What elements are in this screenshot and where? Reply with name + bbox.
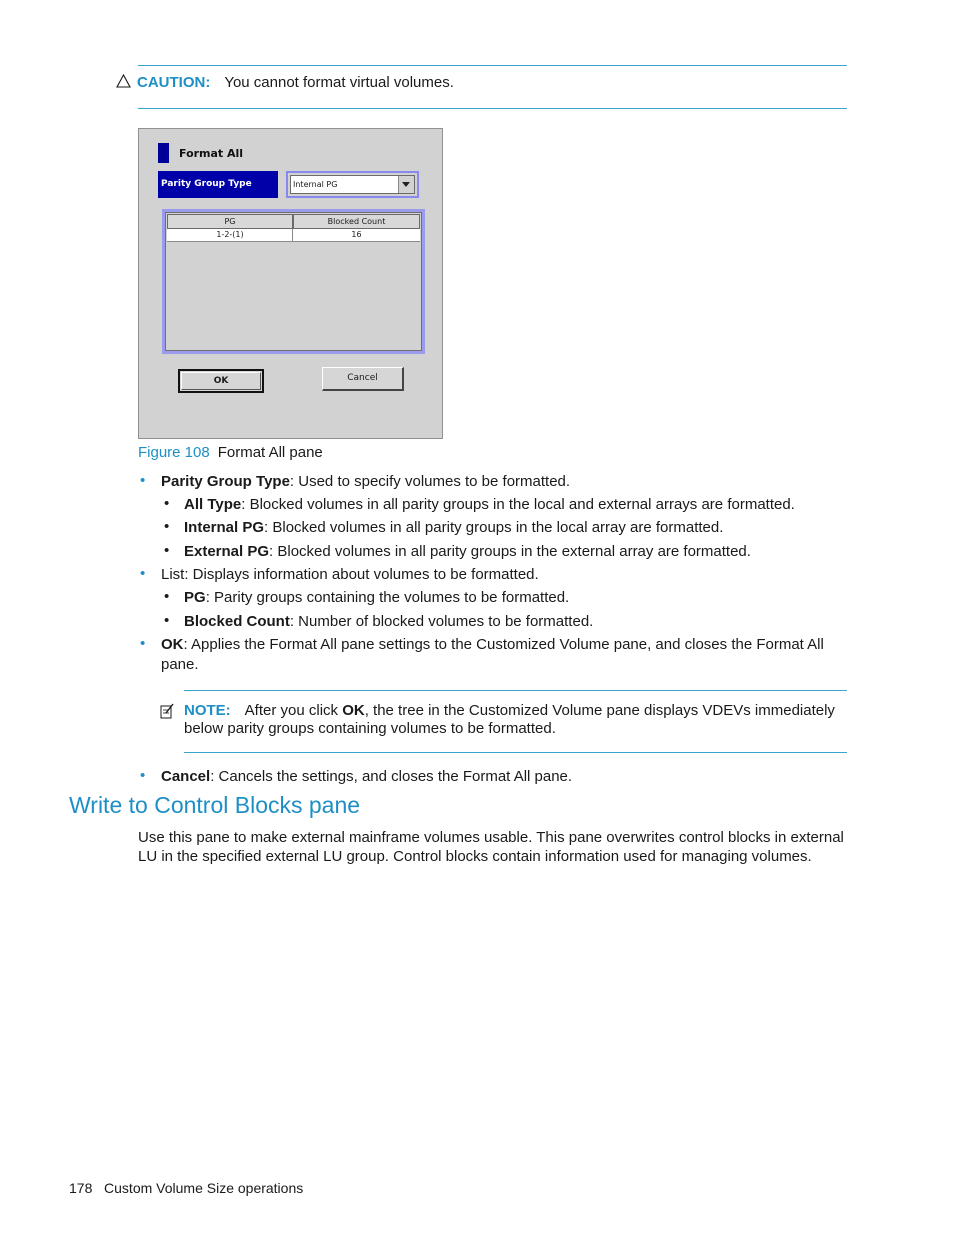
note-bottom-rule bbox=[184, 752, 847, 753]
list-desc: : Blocked volumes in all parity groups in the local array are formatted. bbox=[264, 519, 724, 536]
pg-table[interactable] bbox=[165, 212, 422, 351]
list-desc: : Blocked volumes in all parity groups in the local and external arrays are formatted. bbox=[241, 496, 795, 513]
bullet-marker: • bbox=[140, 635, 146, 652]
list-item-cancel bbox=[161, 767, 572, 786]
list-item-ok-continued: pane. bbox=[161, 656, 199, 673]
caution-text: You cannot format virtual volumes. bbox=[224, 74, 454, 91]
list-term: PG bbox=[184, 589, 206, 606]
note-bold: OK bbox=[342, 702, 365, 719]
list-desc: : Number of blocked volumes to be formatted. bbox=[289, 613, 594, 630]
page-number: 178 bbox=[69, 1180, 93, 1196]
figure-caption-text: Format All pane bbox=[217, 444, 323, 461]
list-item-pg bbox=[184, 588, 569, 607]
list-desc: : Used to specify volumes to be formatted. bbox=[289, 473, 571, 490]
table-cell-pg[interactable]: 1-2-(1) bbox=[167, 229, 293, 242]
note-pencil-icon bbox=[160, 703, 174, 719]
bullet-marker: • bbox=[164, 542, 170, 559]
figure-number: Figure 108 bbox=[138, 444, 210, 461]
parity-group-type-select-frame bbox=[286, 171, 419, 198]
column-header-blocked-count[interactable]: Blocked Count bbox=[293, 214, 420, 229]
table-cell-blocked-count[interactable]: 16 bbox=[293, 229, 420, 242]
list-term: Cancel bbox=[161, 768, 211, 785]
section-paragraph: Use this pane to make external mainframe volumes usable. This pane overwrites control blocks in external LU in the specified external LU group. Control blocks contain information used for managing volumes. bbox=[138, 829, 844, 865]
pane-title-marker bbox=[158, 143, 169, 163]
cancel-button[interactable]: Cancel bbox=[322, 367, 404, 391]
bullet-marker: • bbox=[164, 495, 170, 512]
list-item-blocked-count bbox=[184, 612, 593, 631]
format-all-pane-screenshot bbox=[138, 128, 443, 439]
list-item-external-pg bbox=[184, 542, 751, 561]
list-term: Internal PG bbox=[184, 519, 265, 536]
section-heading: Write to Control Blocks pane bbox=[69, 792, 361, 818]
caution-triangle-icon bbox=[116, 74, 131, 88]
list-item-parity-group-type bbox=[161, 472, 570, 491]
note-label: NOTE: bbox=[184, 702, 231, 719]
list-term: OK bbox=[161, 636, 184, 653]
caution-top-rule bbox=[138, 65, 847, 66]
chevron-down-icon[interactable] bbox=[398, 176, 414, 193]
note-top-rule bbox=[184, 690, 847, 691]
ok-button[interactable] bbox=[178, 369, 264, 393]
note-text: , the tree in the Customized Volume pane displays VDEVs immediately bbox=[364, 702, 835, 719]
list-item-ok bbox=[161, 635, 824, 654]
page-footer bbox=[69, 1180, 303, 1196]
list-item-internal-pg bbox=[184, 518, 723, 537]
note-line-1 bbox=[184, 701, 835, 720]
ok-button-label: OK bbox=[181, 372, 261, 390]
parity-group-type-value: Internal PG bbox=[293, 180, 338, 189]
list-term: External PG bbox=[184, 543, 270, 560]
note-text: After you click bbox=[244, 702, 343, 719]
parity-group-type-select[interactable] bbox=[290, 175, 415, 194]
bullet-marker: • bbox=[140, 472, 146, 489]
parity-group-type-button[interactable]: Parity Group Type bbox=[158, 171, 278, 198]
list-term: Parity Group Type bbox=[161, 473, 290, 490]
list-term: All Type bbox=[184, 496, 242, 513]
bullet-marker: • bbox=[140, 767, 146, 784]
caution-label: CAUTION: bbox=[137, 74, 211, 91]
bullet-marker: • bbox=[164, 518, 170, 535]
pane-title: Format All bbox=[179, 147, 244, 160]
list-desc: : Parity groups containing the volumes to be formatted. bbox=[205, 589, 570, 606]
chapter-title: Custom Volume Size operations bbox=[104, 1180, 304, 1196]
caution bbox=[116, 74, 454, 91]
column-header-pg[interactable]: PG bbox=[167, 214, 293, 229]
list-desc: : Blocked volumes in all parity groups in the external array are formatted. bbox=[269, 543, 751, 560]
bullet-marker: • bbox=[164, 612, 170, 629]
bullet-marker: • bbox=[164, 588, 170, 605]
list-item-list: List: Displays information about volumes to be formatted. bbox=[161, 566, 539, 583]
pg-table-frame bbox=[162, 209, 425, 354]
list-desc: : Cancels the settings, and closes the Format All pane. bbox=[210, 768, 573, 785]
note-line-2: below parity groups containing volumes to be formatted. bbox=[184, 720, 556, 737]
figure-caption bbox=[138, 444, 323, 461]
table-cell-divider bbox=[292, 229, 293, 242]
list-term: Blocked Count bbox=[184, 613, 290, 630]
list-desc: : Applies the Format All pane settings to the Customized Volume pane, and closes the Format All bbox=[183, 636, 824, 653]
caution-bottom-rule bbox=[138, 108, 847, 109]
bullet-marker: • bbox=[140, 565, 146, 582]
list-item-all-type bbox=[184, 495, 795, 514]
